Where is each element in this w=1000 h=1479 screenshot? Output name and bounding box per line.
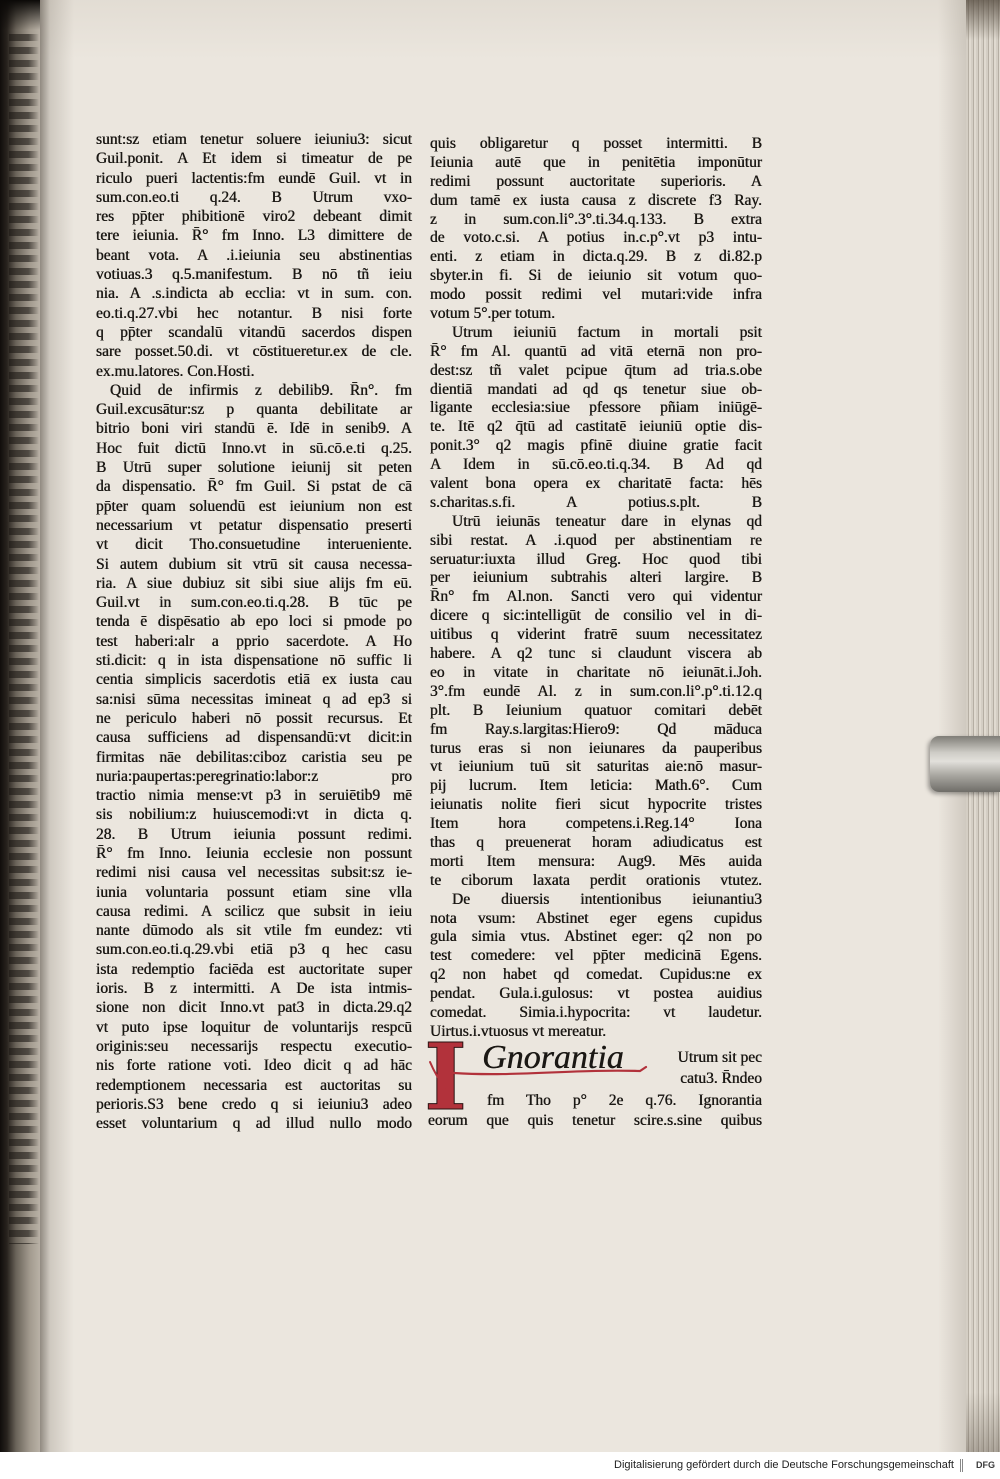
text-line: ista redemptio faciēda est auctoritate super — [96, 960, 412, 978]
text-line: ligante ecclesia:siue pfessore pñiam iniūgē- — [430, 399, 762, 417]
text-line: quis obligaretur q posset intermitti. B — [430, 135, 762, 152]
text-line: habere. A q2 tunc si claudunt viscera ab — [430, 645, 762, 663]
text-line: test comedere: vel pp̄ter medicinā Egens. — [430, 947, 762, 965]
text-line: Quid de infirmis z debilib9. R̄n°. fm — [110, 381, 412, 399]
footer-credit-text: Digitalisierung gefördert durch die Deutsche Forschungsgemeinschaft — [614, 1459, 954, 1471]
text-line: votum 5°.per totum. — [430, 305, 556, 323]
text-line: q2 non habet qd comedat. Cupidus:ne ex — [430, 966, 762, 984]
text-line: pendat. Gula.i.gulosus: vt postea auidius — [430, 985, 762, 1003]
text-line: votiuas.3 q.5.manifestum. B nō tñ ieiu — [96, 266, 412, 284]
dfg-logo: DFG — [960, 1459, 995, 1472]
text-line: de voto.c.si. A potius in.c.p°.vt p3 intu- — [430, 229, 762, 247]
text-line: enti. z etiam in dicta.q.29. B z di.82.p — [430, 248, 762, 266]
text-line: pp̄ter quam soluendū est ieiunium non est — [96, 497, 412, 515]
text-line: centia simplicis sacerdotis etiā ex iusta cau — [96, 671, 412, 689]
heading-line-4: eorum que quis tenetur scire.s.sine quibus — [428, 1112, 762, 1129]
text-line: sti.dicit: q in ista dispensatione nō suffic li — [96, 652, 412, 670]
text-line: bitrio boni viri standū ē. Idē in senib9. A — [96, 420, 412, 438]
text-line: Item hora competens.i.Reg.14° Iona — [430, 815, 762, 833]
text-line: redimi nisi causa vel necessitas subsit:sz ie- — [96, 864, 412, 882]
text-line: ieiunatis nolite fieri sicut hypocrite tristes — [430, 796, 762, 814]
heading-line-1-rest: Utrum sit pec — [677, 1049, 762, 1066]
text-line: Hoc fuit dictū Inno.vt in sū.cō.e.ti q.25. — [96, 439, 412, 457]
book-clip — [930, 736, 1000, 792]
text-line: nante dūmodo als sit vtile fm eundez: vti — [96, 922, 412, 940]
footer-bar — [0, 1452, 1000, 1479]
text-line: per ieiunium subtrahis alteri largire. B — [430, 569, 762, 587]
text-line: da dispensatio. R̄° fm Guil. Si pstat de cā — [96, 478, 412, 496]
text-line: Utrū ieiunās teneatur dare in elynas qd — [452, 512, 762, 530]
text-line: sare posset.50.di. vt cōstitueretur.ex de cle. — [96, 343, 412, 361]
text-line: tere ieiunia. R̄° fm Inno. L3 dimittere de — [96, 227, 412, 245]
text-line: 3°.fm eundē Al. z in sum.con.li°.p°.ti.12.q — [430, 682, 762, 700]
text-line: q pp̄ter scandalū vitandū sacerdos dispen — [96, 323, 412, 341]
text-line: R̄° fm Inno. Ieiunia ecclesie non possunt — [96, 844, 412, 862]
text-line: uitibus q viderint fratrē suum necessitatez — [430, 626, 762, 644]
text-line: nota vsum: Abstinet eger egens cupidus — [430, 909, 762, 927]
text-line: beant vota. A .i.ieiunia seu abstinentias — [96, 246, 412, 264]
text-line: vt dicit Tho.consuetudine interueniente. — [96, 536, 412, 554]
text-line: causa sufficiens ad dispensandū:vt dicit:in — [96, 729, 412, 747]
text-line: morti Item mensura: Aug9. Mēs auida — [430, 852, 762, 870]
text-line: eo.ti.q.27.vbi hec notantur. B nisi forte — [96, 304, 412, 322]
text-line: dest:sz tñ valet pcipue q̄tum ad tria.s.obe — [430, 361, 762, 379]
text-line: ne periculo haberi nō possit recursus. Et — [96, 709, 412, 727]
text-line: redemptionem necessaria est auctoritas su — [96, 1076, 412, 1094]
text-line: nia. A .s.indicta ab ecclia: vt in sum. con. — [96, 285, 412, 303]
text-line: tenda ē dispēsatio ab epo loci si pmode po — [96, 613, 412, 631]
text-line: iunia voluntaria possunt etiam sine vlla — [96, 883, 412, 901]
text-line: valent bona opera ex charitatē facta: hēs — [430, 475, 762, 493]
text-line: perioris.S3 bene credo q si ieiuniu3 adeo — [96, 1095, 412, 1113]
text-line: redimi possunt auctoritate superioris. A — [430, 172, 762, 190]
text-line: R̄° fm Al. quantū ad vitā eternā non pro- — [430, 342, 762, 360]
text-line: tractio nimia mense:vt p3 in seruiētib9 mē — [96, 787, 412, 805]
text-line: turus eras si non ieiunares da pauperibus — [430, 739, 762, 757]
text-line: sum.con.eo.ti.q.29.vbi etiā p3 q hec casu — [96, 941, 412, 959]
text-line: ex.mu.latores. Con.Hosti. — [96, 362, 255, 380]
text-line: vt ieiunium tuū sit saturitas aie:nō masur- — [430, 758, 762, 776]
text-line: z in sum.con.li°.3°.ti.34.q.133. B extra — [430, 210, 762, 228]
text-line: sibi restat. A .i.quod per abstinentiam re — [430, 531, 762, 549]
text-line: A Idem in sū.cō.eo.ti.q.34. B Ad qd — [430, 456, 762, 474]
text-line: De diuersis intentionibus ieiunantiu3 — [452, 890, 762, 908]
right-text-column — [430, 135, 762, 1042]
text-line: causa redimi. A scilicz que subsit in ieiu — [96, 902, 412, 920]
text-line: gula simia vtus. Abstinet eger: q2 non po — [430, 928, 762, 946]
text-line: firmitas nāe debilitas:ciboz caristia seu pe — [96, 748, 412, 766]
text-line: sis nobilium:z huiuscemodi:vt in dicta q. — [96, 806, 412, 824]
red-initial-letter: I — [424, 1023, 468, 1131]
text-line: comedat. Simia.i.hypocrita: vt laudetur. — [430, 1003, 762, 1021]
text-line: esset voluntarium q ad illud nullo modo — [96, 1115, 412, 1133]
heading-line-3: fm Tho p° 2e q.76. Ignorantia — [487, 1092, 762, 1109]
text-line: test haberi:alr a pprio sacerdote. A Ho — [96, 632, 412, 650]
left-text-column — [96, 130, 412, 1133]
text-line: sunt:sz etiam tenetur soluere ieiuniu3: sicut — [96, 131, 412, 148]
text-line: Uirtus.i.vtuosus vt mereatur. — [430, 1022, 607, 1040]
text-line: vt puto ipse loquitur de voluntarijs respcū — [96, 1018, 412, 1036]
text-line: B Utrū super solutione ieiunij sit peten — [96, 459, 412, 477]
previous-page-text-fragment — [9, 34, 39, 1244]
page-fore-edge — [966, 0, 1000, 1452]
text-line: ioris. B z intermitti. A De ista intmis- — [96, 980, 412, 998]
heading-line-2-rest: catu3. R̄ndeo — [680, 1070, 762, 1087]
text-line: Utrum ieiuniū factum in mortali psit — [452, 323, 762, 341]
initial-flourish — [430, 1062, 445, 1088]
text-line: riculo pueri lactentis:fm eundē Guil. vt in — [96, 169, 412, 187]
text-line: sbyter.in fi. Si de ieiunio sit votum quo- — [430, 267, 762, 285]
text-line: te ciborum laxata perdit orationis vtutez. — [430, 871, 762, 889]
text-line: Guil.vt in sum.con.eo.ti.q.28. B tūc pe — [96, 594, 412, 612]
text-line: dum tamē ex iusta causa z discrete f3 Ray. — [430, 191, 762, 209]
text-line: sum.con.eo.ti q.24. B Utrum vxo- — [96, 188, 412, 206]
text-line: sa:nisi sūma necessitas imineat q ad ep3 si — [96, 690, 412, 708]
text-line: modo possit redimi vel mutari:vide infra — [430, 286, 762, 304]
text-line: pij lucrum. Item leticia: Math.6°. Cum — [430, 777, 762, 795]
text-line: 28. B Utrum ieiunia possunt redimi. — [96, 825, 412, 843]
text-line: sione non dicit Inno.vt pat3 in dicta.29.q2 — [96, 999, 412, 1017]
text-line: Guil.ponit. A Et idem si timeatur de pe — [96, 150, 412, 168]
text-line: fm Ray.s.largitas:Hiero9: Qd māduca — [430, 720, 762, 738]
text-line: eo in vitate in charitate nō ieiunāt.i.Joh. — [430, 663, 762, 681]
text-line: te. Itē q2 q̄tū ad castitatē ieiuniū optie dis- — [430, 418, 762, 436]
text-line: thas q preuenerat horam adiudicatus est — [430, 833, 762, 851]
text-line: s.charitas.s.fi. A potius.s.plt. B — [430, 493, 762, 511]
text-line: nuria:paupertas:peregrinatio:labor:z pro — [96, 767, 412, 785]
heading-word: Gnorantia — [482, 1039, 624, 1076]
text-line: Guil.excusātur:sz p quanta debilitate ar — [96, 401, 412, 419]
text-line: res pp̄ter phibitionē viro2 debeant dimit — [96, 208, 412, 226]
text-line: dicere q sic:intelligūt de consilio vel in di- — [430, 607, 762, 625]
text-line: originis:seu necessarijs respectu executio- — [96, 1037, 412, 1055]
text-line: R̄n° fm Al.non. Sancti vero qui videntur — [430, 588, 762, 606]
text-line: seruatur:iuxta illud Greg. Hoc quod tibi — [430, 550, 762, 568]
text-line: ria. A siue dubiuz sit sibi siue alijs fm eū. — [96, 574, 412, 592]
text-line: necessarium vt petatur dispensatio preserti — [96, 516, 412, 534]
text-line: ponit.3° q2 magis pfinē diuine gratie facit — [430, 437, 762, 455]
text-line: plt. B Ieiunium quatuor comitari debēt — [430, 701, 762, 719]
text-line: Si autem dubium sit vtrū sit causa necessa- — [96, 555, 412, 573]
text-line: Ieiunia autē que in penitētia imponūtur — [430, 153, 762, 171]
text-line: nis forte ratione voti. Ideo dicit q ad hāc — [96, 1057, 412, 1075]
text-line: dientiā mandati ad qd qs tenetur siue ob- — [430, 380, 762, 398]
